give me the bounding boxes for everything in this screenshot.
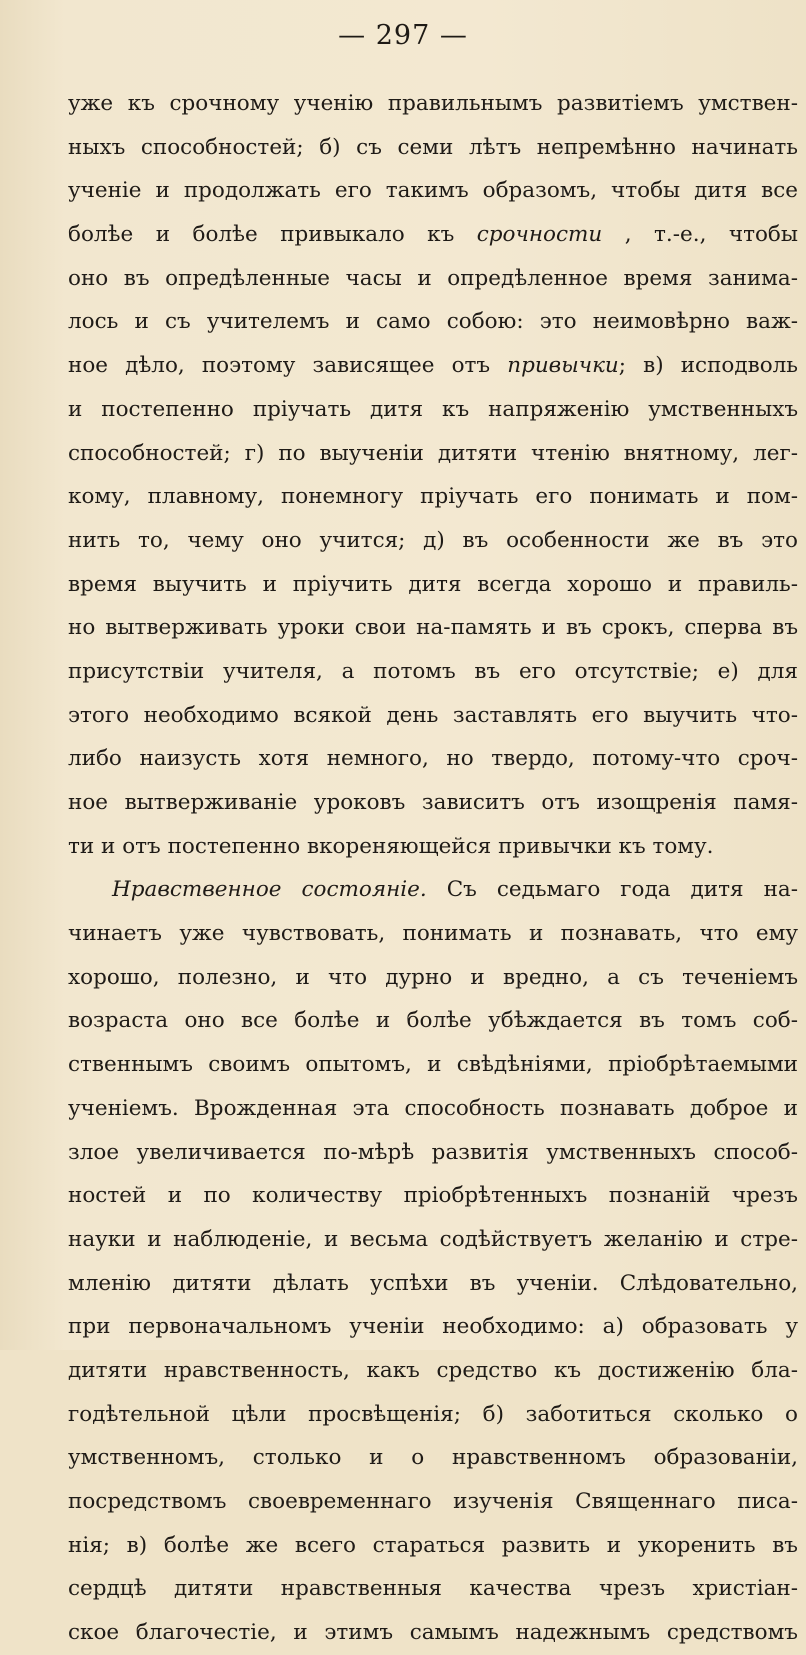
text-line [68,737,798,781]
text-line [68,1393,798,1437]
emphasized-text: срочности [476,222,603,248]
text-line [68,825,798,869]
text-line [68,126,798,170]
text-line [68,432,798,476]
text-line [68,1174,798,1218]
emphasized-text: Нравственное состояніе. [112,877,427,903]
text-run: время выучить и пріучить дитя всегда хорошо и правиль- [68,571,798,597]
text-run: ское благочестіе, и этимъ самымъ надежнымъ средствомъ [68,1620,798,1646]
text-run: ученіемъ. Врожденная эта способность познавать доброе и [68,1095,798,1121]
text-line [68,563,798,607]
text-line [68,1349,798,1393]
text-run: хорошо, полезно, и что дурно и вредно, а съ теченіемъ [68,964,798,990]
text-run: при первоначальномъ ученіи необходимо: а) образовать у [68,1314,798,1340]
text-run: либо наизусть хотя немного, но твердо, потому-что сроч- [68,746,798,772]
text-line [68,1087,798,1131]
text-line [68,1480,798,1524]
text-line [68,1305,798,1349]
text-run: кому, плавному, понемногу пріучать его понимать и пом- [68,484,798,510]
text-run: мленію дитяти дѣлать успѣхи въ ученіи. Слѣдовательно, [68,1270,798,1296]
text-line [68,1436,798,1480]
text-line [68,1611,798,1655]
text-run: оно въ опредѣленные часы и опредѣленное время занима- [68,265,798,291]
text-run: Съ седьмаго года дитя на- [426,877,798,903]
text-run: , т.-е., чтобы [602,222,798,248]
text-line [68,1524,798,1568]
text-line [68,650,798,694]
text-run: уже къ срочному ученію правильнымъ развитіемъ умствен- [68,91,798,116]
text-run: ное дѣло, поэтому зависящее отъ [68,353,508,379]
text-run: сердцѣ дитяти нравственныя качества чрезъ христіан- [68,1576,798,1602]
text-run: присутствіи учителя, а потомъ въ его отсутствіе; е) для [68,658,798,684]
text-line [68,1043,798,1087]
text-line [68,956,798,1000]
text-line [68,694,798,738]
text-run: умственномъ, столько и о нравственномъ образованіи, [68,1445,798,1471]
text-run: посредствомъ своевременнаго изученія Священнаго писа- [68,1489,798,1514]
page-text [68,82,798,1655]
text-line [68,1567,798,1611]
text-run: нить то, чему оно учится; д) въ особенности же въ это [68,527,798,553]
text-line [68,344,798,388]
text-run: ти и отъ постепенно вкореняющейся привычки къ тому. [68,833,714,859]
text-run: ственнымъ своимъ опытомъ, и свѣдѣніями, пріобрѣтаемыми [68,1052,798,1078]
text-run: ныхъ способностей; б) съ семи лѣтъ непремѣнно начинать [68,134,798,160]
text-line [68,606,798,650]
text-run: ; в) исподволь [618,353,798,379]
text-line [68,1218,798,1262]
text-line [68,1262,798,1306]
text-run: но вытверживать уроки свои на-память и въ срокъ, сперва въ [68,615,798,641]
text-line [68,257,798,301]
paragraph-heading-line [68,868,798,912]
emphasized-text: привычки [507,353,619,379]
text-run: лось и съ учителемъ и само собою: это неимовѣрно важ- [68,309,798,335]
text-line [68,999,798,1043]
text-line [68,1131,798,1175]
text-line [68,912,798,956]
text-run: чинаетъ уже чувствовать, понимать и познавать, что ему [68,921,798,947]
text-line [68,388,798,432]
text-line [68,300,798,344]
text-line [68,169,798,213]
text-run: науки и наблюденіе, и весьма содѣйствуетъ желанію и стре- [68,1226,798,1252]
page-number: — 297 — [338,20,468,51]
text-run: годѣтельной цѣли просвѣщенія; б) заботиться сколько о [68,1401,798,1427]
text-run: болѣе и болѣе привыкало къ [68,222,477,248]
text-run: ное вытверживаніе уроковъ зависитъ отъ изощренія памя- [68,790,798,815]
text-line [68,519,798,563]
text-run: дитяти нравственность, какъ средство къ достиженію бла- [68,1357,798,1383]
text-line [68,781,798,825]
text-run: способностей; г) по выученіи дитяти чтенію внятному, лег- [68,440,798,466]
text-run: этого необходимо всякой день заставлять его выучить что- [68,702,798,728]
text-run: ностей и по количеству пріобрѣтенныхъ познаній чрезъ [68,1183,798,1209]
text-line [68,475,798,519]
text-line [68,213,798,257]
text-run: и постепенно пріучать дитя къ напряженію умственныхъ [68,396,798,422]
text-run: ученіе и продолжать его такимъ образомъ, чтобы дитя все [68,178,798,204]
text-run: нія; в) болѣе же всего стараться развить и укоренить въ [68,1532,798,1558]
text-run: злое увеличивается по-мѣрѣ развитія умственныхъ способ- [68,1139,798,1165]
text-line [68,82,798,126]
text-run: возраста оно все болѣе и болѣе убѣждается въ томъ соб- [68,1008,798,1034]
